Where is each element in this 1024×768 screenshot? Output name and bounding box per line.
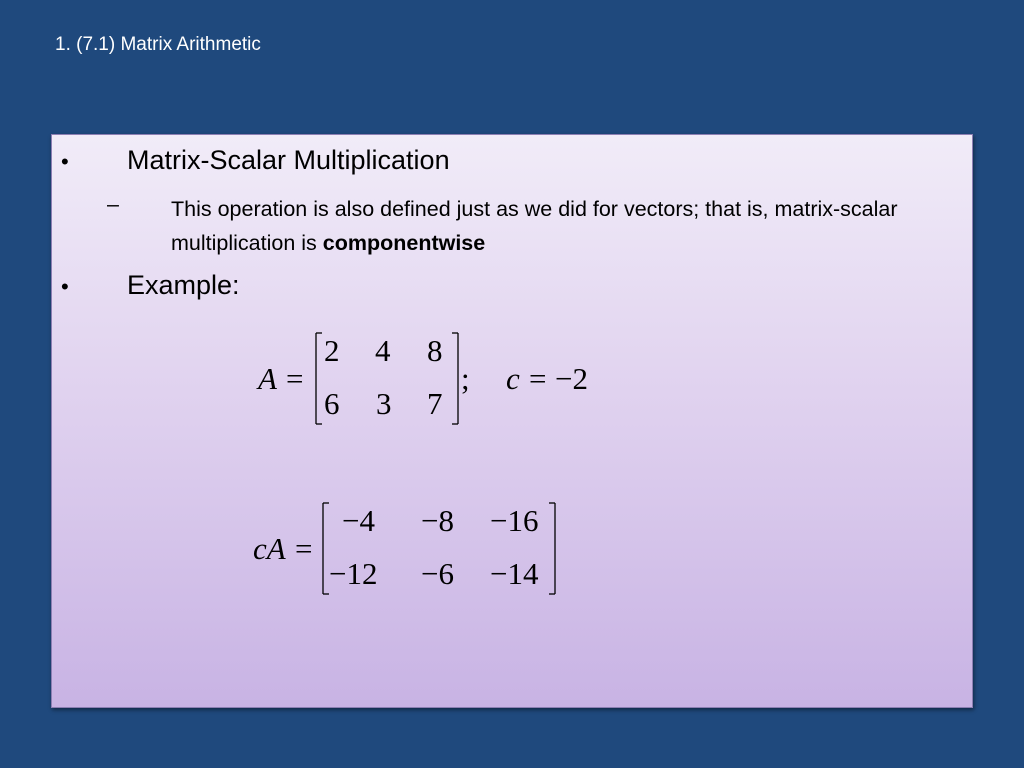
matrix-cell: 7 bbox=[427, 386, 443, 421]
bullet-marker: • bbox=[61, 149, 69, 174]
matrix-cell: 6 bbox=[324, 386, 340, 421]
sub-bullet-text-plain: This operation is also defined just as we did for vectors; that is, matrix-scalar multiplication is bbox=[171, 197, 898, 255]
matrix-cell: −4 bbox=[342, 503, 375, 538]
sub-bullet-text-bold: componentwise bbox=[322, 231, 486, 255]
bullet-text: Matrix-Scalar Multiplication bbox=[127, 145, 450, 175]
matrix-cell: 4 bbox=[375, 333, 391, 368]
matrix-cell: −8 bbox=[421, 503, 454, 538]
sub-bullet-marker: – bbox=[107, 192, 119, 216]
matrix-cell: −12 bbox=[329, 556, 378, 591]
bullet-example bbox=[61, 270, 240, 301]
matrix-cell: 2 bbox=[324, 333, 340, 368]
matrix-cell: −16 bbox=[490, 503, 539, 538]
content-box bbox=[51, 134, 973, 708]
equals-sign: = bbox=[286, 361, 304, 396]
equation-a-definition bbox=[252, 325, 612, 435]
matrix-cell: 3 bbox=[376, 386, 392, 421]
matrix-cell: −14 bbox=[490, 556, 539, 591]
bullet-marker: • bbox=[61, 274, 69, 299]
matrix-a-label: A bbox=[258, 361, 277, 396]
sub-bullet-operation bbox=[107, 192, 911, 260]
bullet-text: Example: bbox=[127, 270, 240, 300]
equals-sign: = bbox=[295, 531, 313, 566]
scalar-value: −2 bbox=[555, 361, 588, 396]
equals-sign: = bbox=[529, 361, 547, 396]
sub-bullet-text bbox=[171, 192, 911, 260]
slide-title: 1. (7.1) Matrix Arithmetic bbox=[55, 34, 261, 55]
equation-ca-result bbox=[250, 495, 570, 605]
product-label: cA bbox=[253, 531, 286, 566]
matrix-cell: −6 bbox=[421, 556, 454, 591]
semicolon: ; bbox=[461, 361, 470, 396]
bullet-matrix-scalar bbox=[61, 145, 450, 176]
scalar-label: c bbox=[506, 361, 520, 396]
matrix-cell: 8 bbox=[427, 333, 443, 368]
